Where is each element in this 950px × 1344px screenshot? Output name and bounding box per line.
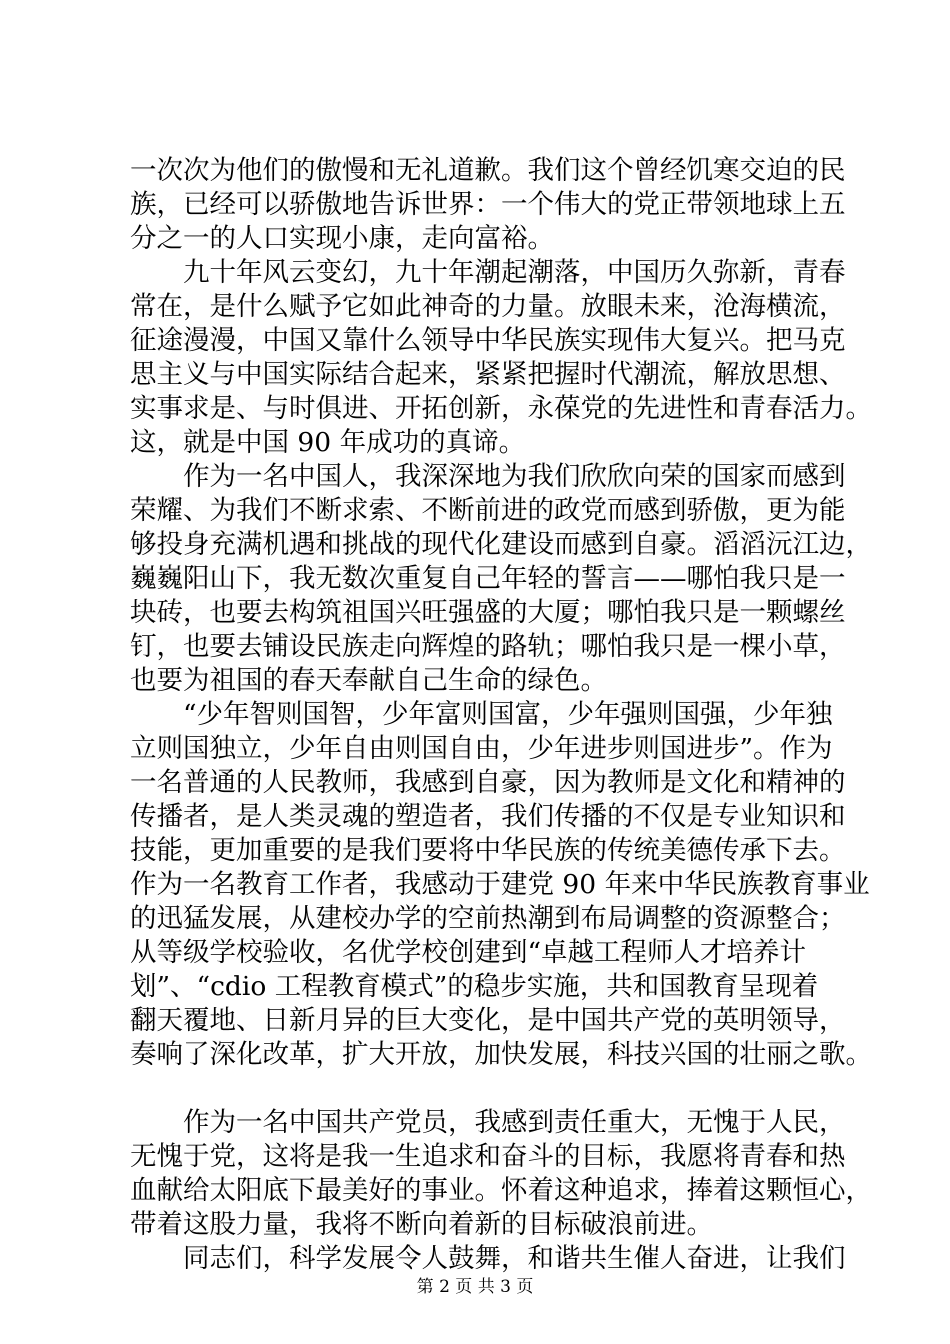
- page-number-footer: 第 2 页 共 3 页: [416, 1277, 534, 1297]
- text-line: 一次次为他们的傲慢和无礼道歉。我们这个曾经饥寒交迫的民: [130, 155, 846, 186]
- text-line: 的迅猛发展，从建校办学的空前热潮到布局调整的资源整合；: [130, 903, 846, 934]
- text-line: 划”、“cdio 工程教育模式”的稳步实施，共和国教育呈现着: [130, 971, 819, 1002]
- text-line: 技能，更加重要的是我们要将中华民族的传统美德传承下去。: [130, 835, 846, 866]
- text-line: 也要为祖国的春天奉献自己生命的绿色。: [130, 665, 607, 696]
- text-line: 奏响了深化改革，扩大开放，加快发展，科技兴国的壮丽之歌。: [130, 1039, 872, 1070]
- text-line: 巍巍阳山下，我无数次重复自己年轻的誓言——哪怕我只是一: [130, 563, 846, 594]
- text-line: 作为一名中国共产党员，我感到责任重大，无愧于人民，: [130, 1107, 846, 1138]
- text-line: 作为一名中国人，我深深地为我们欣欣向荣的国家而感到: [130, 461, 846, 492]
- text-line: 立则国独立，少年自由则国自由，少年进步则国进步”。作为: [130, 733, 833, 764]
- text-line: 分之一的人口实现小康，走向富裕。: [130, 223, 554, 254]
- text-line: 实事求是、与时俱进、开拓创新，永葆党的先进性和青春活力。: [130, 393, 872, 424]
- text-line: 同志们，科学发展令人鼓舞，和谐共生催人奋进，让我们: [130, 1243, 846, 1274]
- text-line: 块砖，也要去构筑祖国兴旺强盛的大厦；哪怕我只是一颗螺丝: [130, 597, 846, 628]
- text-line: “少年智则国智，少年富则国富，少年强则国强，少年独: [130, 699, 833, 730]
- text-line: 血献给太阳底下最美好的事业。怀着这种追求，捧着这颗恒心，: [130, 1175, 872, 1206]
- text-line: 带着这股力量，我将不断向着新的目标破浪前进。: [130, 1209, 713, 1240]
- text-line: 这，就是中国 90 年成功的真谛。: [130, 427, 526, 458]
- text-line: 钉，也要去铺设民族走向辉煌的路轨；哪怕我只是一棵小草，: [130, 631, 846, 662]
- text-line: 够投身充满机遇和挑战的现代化建设而感到自豪。滔滔沅江边，: [130, 529, 872, 560]
- text-line: 族，已经可以骄傲地告诉世界：一个伟大的党正带领地球上五: [130, 189, 846, 220]
- text-line: 无愧于党，这将是我一生追求和奋斗的目标，我愿将青春和热: [130, 1141, 846, 1172]
- text-line: 翻天覆地、日新月异的巨大变化，是中国共产党的英明领导，: [130, 1005, 846, 1036]
- text-line: 征途漫漫，中国又靠什么领导中华民族实现伟大复兴。把马克: [130, 325, 846, 356]
- text-line: 从等级学校验收，名优学校创建到“卓越工程师人才培养计: [130, 937, 807, 968]
- text-line: 常在，是什么赋予它如此神奇的力量。放眼未来，沧海横流，: [130, 291, 846, 322]
- text-line: 九十年风云变幻，九十年潮起潮落，中国历久弥新，青春: [130, 257, 846, 288]
- text-line: 思主义与中国实际结合起来，紧紧把握时代潮流，解放思想、: [130, 359, 846, 390]
- text-line: 传播者，是人类灵魂的塑造者，我们传播的不仅是专业知识和: [130, 801, 846, 832]
- text-line: 荣耀、为我们不断求索、不断前进的政党而感到骄傲，更为能: [130, 495, 846, 526]
- text-line: 一名普通的人民教师，我感到自豪，因为教师是文化和精神的: [130, 767, 846, 798]
- text-line: 作为一名教育工作者，我感动于建党 90 年来中华民族教育事业: [130, 869, 870, 900]
